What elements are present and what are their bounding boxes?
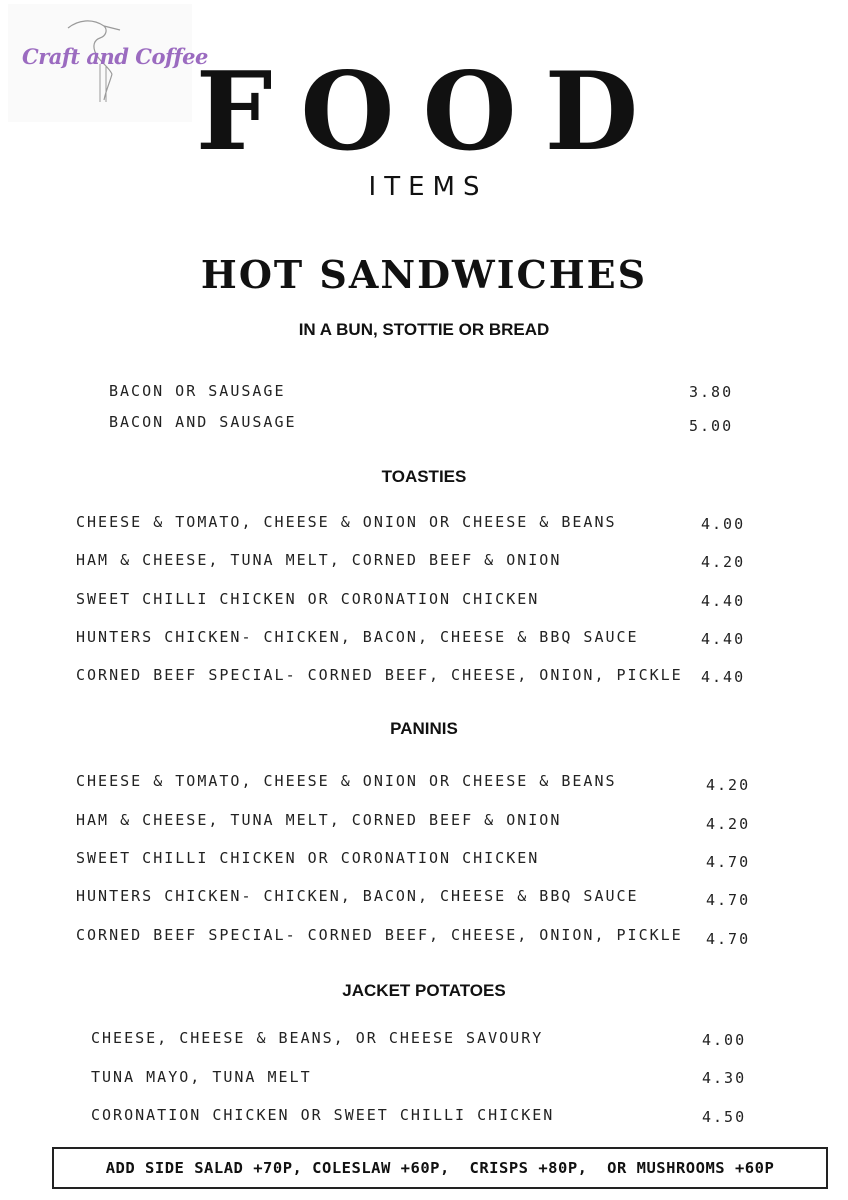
menu-item-price: 4.70: [706, 930, 751, 948]
menu-item-name: HAM & CHEESE, TUNA MELT, CORNED BEEF & ONION: [76, 551, 562, 569]
menu-item-name: CORNED BEEF SPECIAL- CORNED BEEF, CHEESE, ONION, PICKLE: [76, 926, 683, 944]
sides-note-text: ADD SIDE SALAD +70P, COLESLAW +60P, CRISPS +80P, OR MUSHROOMS +60P: [105, 1159, 775, 1177]
section-title-toasties: TOASTIES: [381, 467, 467, 486]
menu-item-name: SWEET CHILLI CHICKEN OR CORONATION CHICKEN: [76, 590, 540, 608]
menu-item-price: 4.30: [702, 1069, 747, 1087]
menu-item-name: HUNTERS CHICKEN- CHICKEN, BACON, CHEESE & BBQ SAUCE: [76, 887, 639, 905]
menu-item-price: 5.00: [689, 417, 734, 435]
menu-item-price: 4.70: [706, 891, 751, 909]
menu-item-price: 4.40: [701, 668, 746, 686]
page-subtitle: ITEMS: [368, 172, 488, 202]
menu-item-name: BACON AND SAUSAGE: [109, 413, 297, 431]
menu-item-price: 4.40: [701, 630, 746, 648]
page-title: FOOD: [195, 49, 667, 175]
section-title-jacket-potatoes: JACKET POTATOES: [342, 981, 506, 1000]
menu-item-price: 4.40: [701, 592, 746, 610]
menu-item-price: 4.50: [702, 1108, 747, 1126]
section-subtitle-hot-sandwiches: IN A BUN, STOTTIE OR BREAD: [298, 320, 550, 339]
menu-item-name: BACON OR SAUSAGE: [109, 382, 286, 400]
menu-item-price: 4.20: [706, 776, 751, 794]
menu-item-price: 4.20: [706, 815, 751, 833]
menu-item-name: CORONATION CHICKEN OR SWEET CHILLI CHICKEN: [91, 1106, 555, 1124]
menu-item-name: HUNTERS CHICKEN- CHICKEN, BACON, CHEESE & BBQ SAUCE: [76, 628, 639, 646]
menu-item-price: 4.20: [701, 553, 746, 571]
menu-item-name: HAM & CHEESE, TUNA MELT, CORNED BEEF & ONION: [76, 811, 562, 829]
menu-item-name: TUNA MAYO, TUNA MELT: [91, 1068, 312, 1086]
menu-item-price: 3.80: [689, 383, 734, 401]
menu-item-name: SWEET CHILLI CHICKEN OR CORONATION CHICKEN: [76, 849, 540, 867]
menu-item-name: CORNED BEEF SPECIAL- CORNED BEEF, CHEESE, ONION, PICKLE: [76, 666, 683, 684]
sides-note-box: [52, 1147, 828, 1189]
section-title-paninis: PANINIS: [390, 719, 458, 738]
menu-item-price: 4.00: [702, 1031, 747, 1049]
logo-text: Craft and Coffee: [22, 44, 208, 69]
menu-item-price: 4.00: [701, 515, 746, 533]
menu-item-name: CHEESE, CHEESE & BEANS, OR CHEESE SAVOURY: [91, 1029, 544, 1047]
menu-item-price: 4.70: [706, 853, 751, 871]
menu-item-name: CHEESE & TOMATO, CHEESE & ONION OR CHEESE & BEANS: [76, 513, 617, 531]
section-title-hot-sandwiches: HOT SANDWICHES: [200, 252, 648, 297]
menu-item-name: CHEESE & TOMATO, CHEESE & ONION OR CHEESE & BEANS: [76, 772, 617, 790]
